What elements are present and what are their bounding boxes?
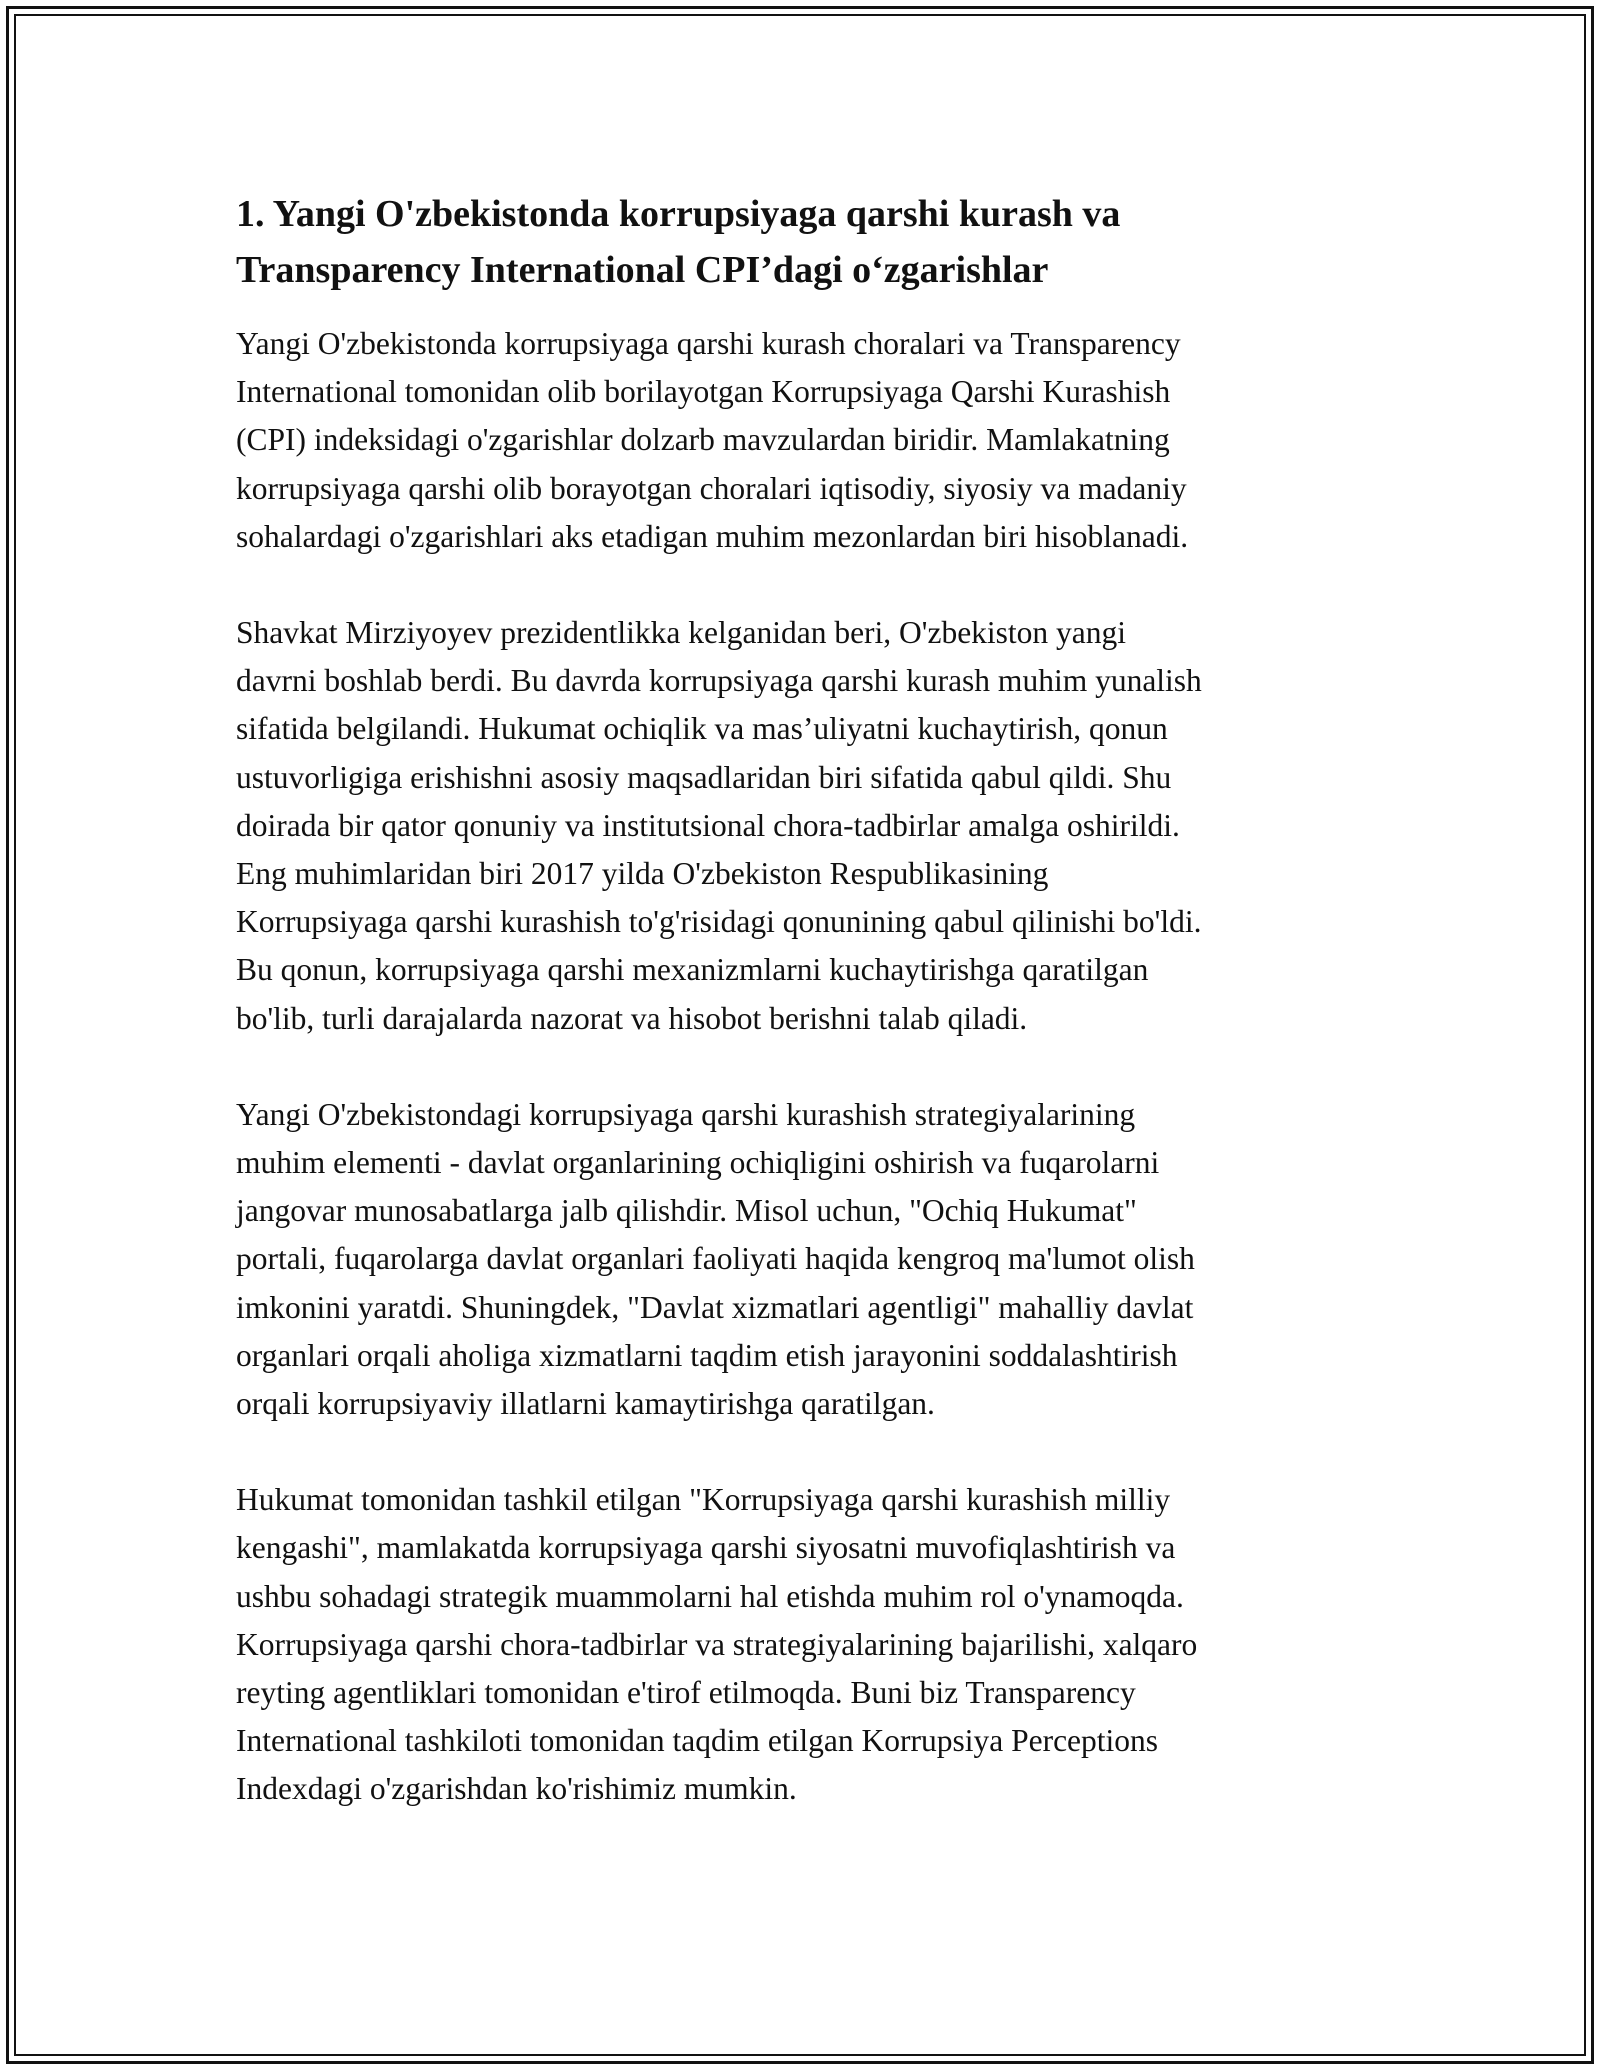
text-line: sohalardagi o'zgarishlari aks etadigan muhim mezonlardan biri hisoblanadi. (236, 518, 1189, 554)
text-line: imkonini yaratdi. Shuningdek, "Davlat xizmatlari agentligi" mahalliy davlat (236, 1289, 1194, 1325)
text-line: Hukumat tomonidan tashkil etilgan "Korrupsiyaga qarshi kurashish milliy (236, 1482, 1171, 1518)
text-line: doirada bir qator qonuniy va institutsional chora-tadbirlar amalga oshirildi. (236, 807, 1180, 843)
paragraph-4 (236, 1476, 1366, 1813)
text-line: jangovar munosabatlarga jalb qilishdir. Misol uchun, "Ochiq Hukumat" (236, 1193, 1137, 1229)
text-line: ushbu sohadagi strategik muammolarni hal etishda muhim rol o'ynamoqda. (236, 1578, 1184, 1614)
text-line: International tomonidan olib borilayotgan Korrupsiyaga Qarshi Kurashish (236, 374, 1171, 410)
text-line: Shavkat Mirziyoyev prezidentlikka kelganidan beri, O'zbekiston yangi (236, 615, 1127, 651)
section-title (236, 186, 1356, 298)
paragraph-1 (236, 320, 1366, 561)
text-line: (CPI) indeksidagi o'zgarishlar dolzarb mavzulardan biridir. Mamlakatning (236, 422, 1170, 458)
text-line: International tashkiloti tomonidan taqdim etilgan Korrupsiya Perceptions (236, 1723, 1159, 1759)
text-line: orqali korrupsiyaviy illatlarni kamaytirishga qaratilgan. (236, 1386, 935, 1422)
paragraph-3 (236, 1091, 1366, 1428)
text-line: reyting agentliklari tomonidan e'tirof etilmoqda. Buni biz Transparency (236, 1675, 1136, 1711)
text-line: bo'lib, turli darajalarda nazorat va hisobot berishni talab qiladi. (236, 1000, 1028, 1036)
text-line: Korrupsiyaga qarshi kurashish to'g'risidagi qonunining qabul qilinishi bo'ldi. (236, 904, 1202, 940)
text-line: sifatida belgilandi. Hukumat ochiqlik va mas’uliyatni kuchaytirish, qonun (236, 711, 1168, 747)
title-line: Transparency International CPI’dagi o‘zgarishlar (236, 249, 1049, 291)
paragraph-2 (236, 609, 1366, 1043)
text-line: korrupsiyaga qarshi olib borayotgan choralari iqtisodiy, siyosiy va madaniy (236, 470, 1187, 506)
text-line: Indexdagi o'zgarishdan ko'rishimiz mumkin. (236, 1771, 797, 1807)
text-line: Yangi O'zbekistonda korrupsiyaga qarshi kurash choralari va Transparency (236, 326, 1181, 361)
text-line: muhim elementi - davlat organlarining ochiqligini oshirish va fuqarolarni (236, 1145, 1160, 1181)
text-line: Yangi O'zbekistondagi korrupsiyaga qarshi kurashish strategiyalarining (236, 1096, 1136, 1132)
document-body (236, 186, 1366, 1862)
text-line: Eng muhimlaridan biri 2017 yilda O'zbekiston Respublikasining (236, 856, 1049, 892)
text-line: Korrupsiyaga qarshi chora-tadbirlar va strategiyalarining bajarilishi, xalqaro (236, 1626, 1198, 1662)
text-line: organlari orqali aholiga xizmatlarni taqdim etish jarayonini soddalashtirish (236, 1337, 1178, 1373)
title-line: 1. Yangi O'zbekistonda korrupsiyaga qarshi kurash va (236, 193, 1121, 235)
text-line: Bu qonun, korrupsiyaga qarshi mexanizmlarni kuchaytirishga qaratilgan (236, 952, 1149, 988)
text-line: ustuvorligiga erishishni asosiy maqsadlaridan biri sifatida qabul qildi. Shu (236, 759, 1172, 795)
text-line: davrni boshlab berdi. Bu davrda korrupsiyaga qarshi kurash muhim yunalish (236, 663, 1202, 699)
text-line: kengashi", mamlakatda korrupsiyaga qarshi siyosatni muvofiqlashtirish va (236, 1530, 1176, 1566)
text-line: portali, fuqarolarga davlat organlari faoliyati haqida kengroq ma'lumot olish (236, 1241, 1195, 1277)
